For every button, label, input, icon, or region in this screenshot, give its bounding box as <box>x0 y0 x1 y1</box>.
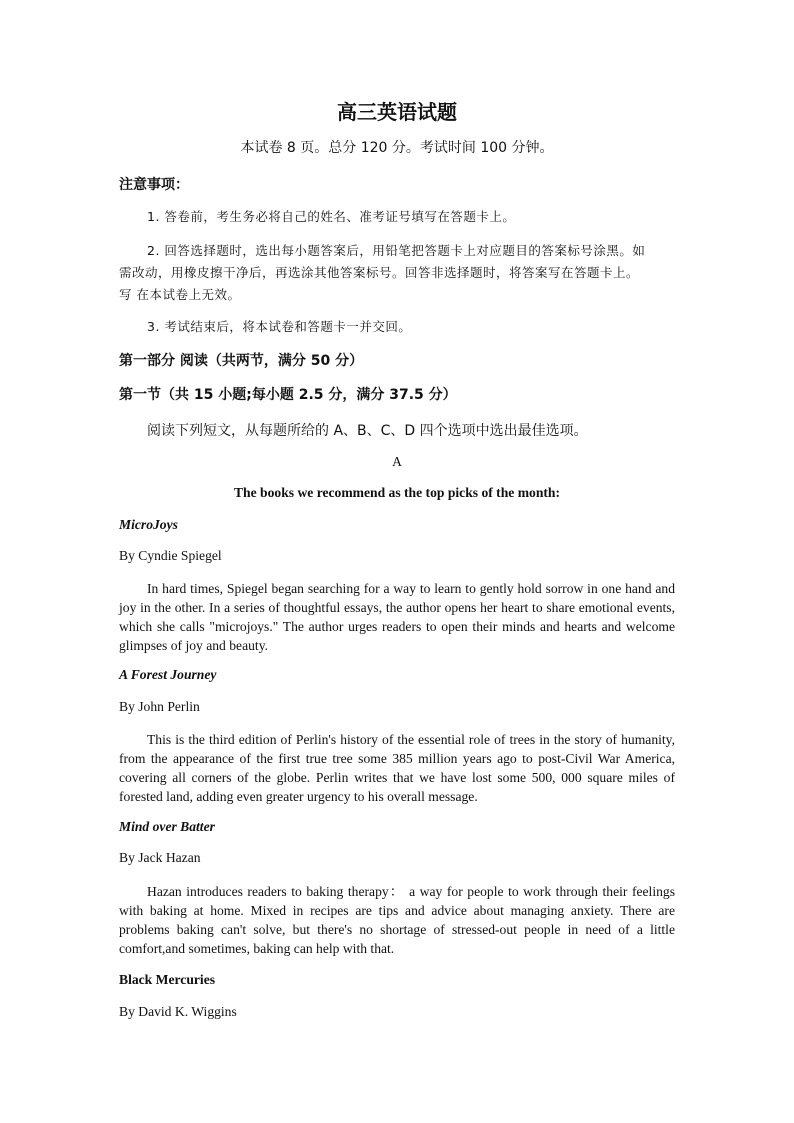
book-description: Hazan introduces readers to baking therapy： a way for people to work through their feelings with baking at home. Mixed in recipes are tips and advice about managing anxiety. There are problems baking can't solve, but there's no shortage of stressed-out people in need of a little comfort,and sometimes, baking can help with that. <box>119 884 675 956</box>
notice-item-1: 1. 答卷前，考生务必将自己的姓名、准考证号填写在答题卡上。 <box>147 209 516 224</box>
book-author: By Jack Hazan <box>119 850 201 865</box>
book-author: By David K. Wiggins <box>119 1004 237 1019</box>
passage-heading: The books we recommend as the top picks of the month: <box>233 485 560 500</box>
book-author: By Cyndie Spiegel <box>119 548 222 563</box>
section-heading: 第一节（共 15 小题;每小题 2.5 分，满分 37.5 分） <box>119 387 457 403</box>
book-title: Mind over Batter <box>119 819 215 834</box>
notice-item-3: 3. 考试结束后，将本试卷和答题卡一并交回。 <box>147 319 412 334</box>
book-title: Black Mercuries <box>119 972 216 987</box>
notice-item-2-line-3: 写 在本试卷上无效。 <box>119 287 241 302</box>
book-description: This is the third edition of Perlin's history of the essential role of trees in the story of humanity, from the appearance of the first true tree some 385 million years ago to post-Civil War America, covering all corners of the globe. Perlin writes that we have lost some 500, 000 square miles of forested land, adding even greater urgency to his overall message. <box>119 732 675 804</box>
passage-letter: A <box>392 454 402 469</box>
page-title: 高三英语试题 <box>337 100 457 124</box>
book-title: A Forest Journey <box>119 667 217 682</box>
notice-item-2-line-1: 2. 回答选择题时，选出每小题答案后，用铅笔把答题卡上对应题目的答案标号涂黑。如 <box>147 243 646 258</box>
book-description: In hard times, Spiegel began searching for a way to learn to gently hold sorrow in one hand and joy in the other. In a series of thoughtful essays, the author opens her heart to share emotional events, which she calls "microjoys." The author urges readers to open their minds and hearts and welcome glimpses of joy and beauty. <box>119 581 675 653</box>
part-heading: 第一部分 阅读（共两节，满分 50 分） <box>119 353 364 369</box>
book-author: By John Perlin <box>119 699 200 714</box>
book-title: MicroJoys <box>119 517 178 532</box>
notice-item-2-line-2: 需改动，用橡皮擦干净后，再选涂其他答案标号。回答非选择题时，将答案写在答题卡上。 <box>119 265 640 280</box>
exam-info: 本试卷 8 页。总分 120 分。考试时间 100 分钟。 <box>240 140 554 156</box>
instruction: 阅读下列短文，从每题所给的 A、B、C、D 四个选项中选出最佳选项。 <box>147 423 588 439</box>
notice-heading: 注意事项： <box>119 177 189 193</box>
